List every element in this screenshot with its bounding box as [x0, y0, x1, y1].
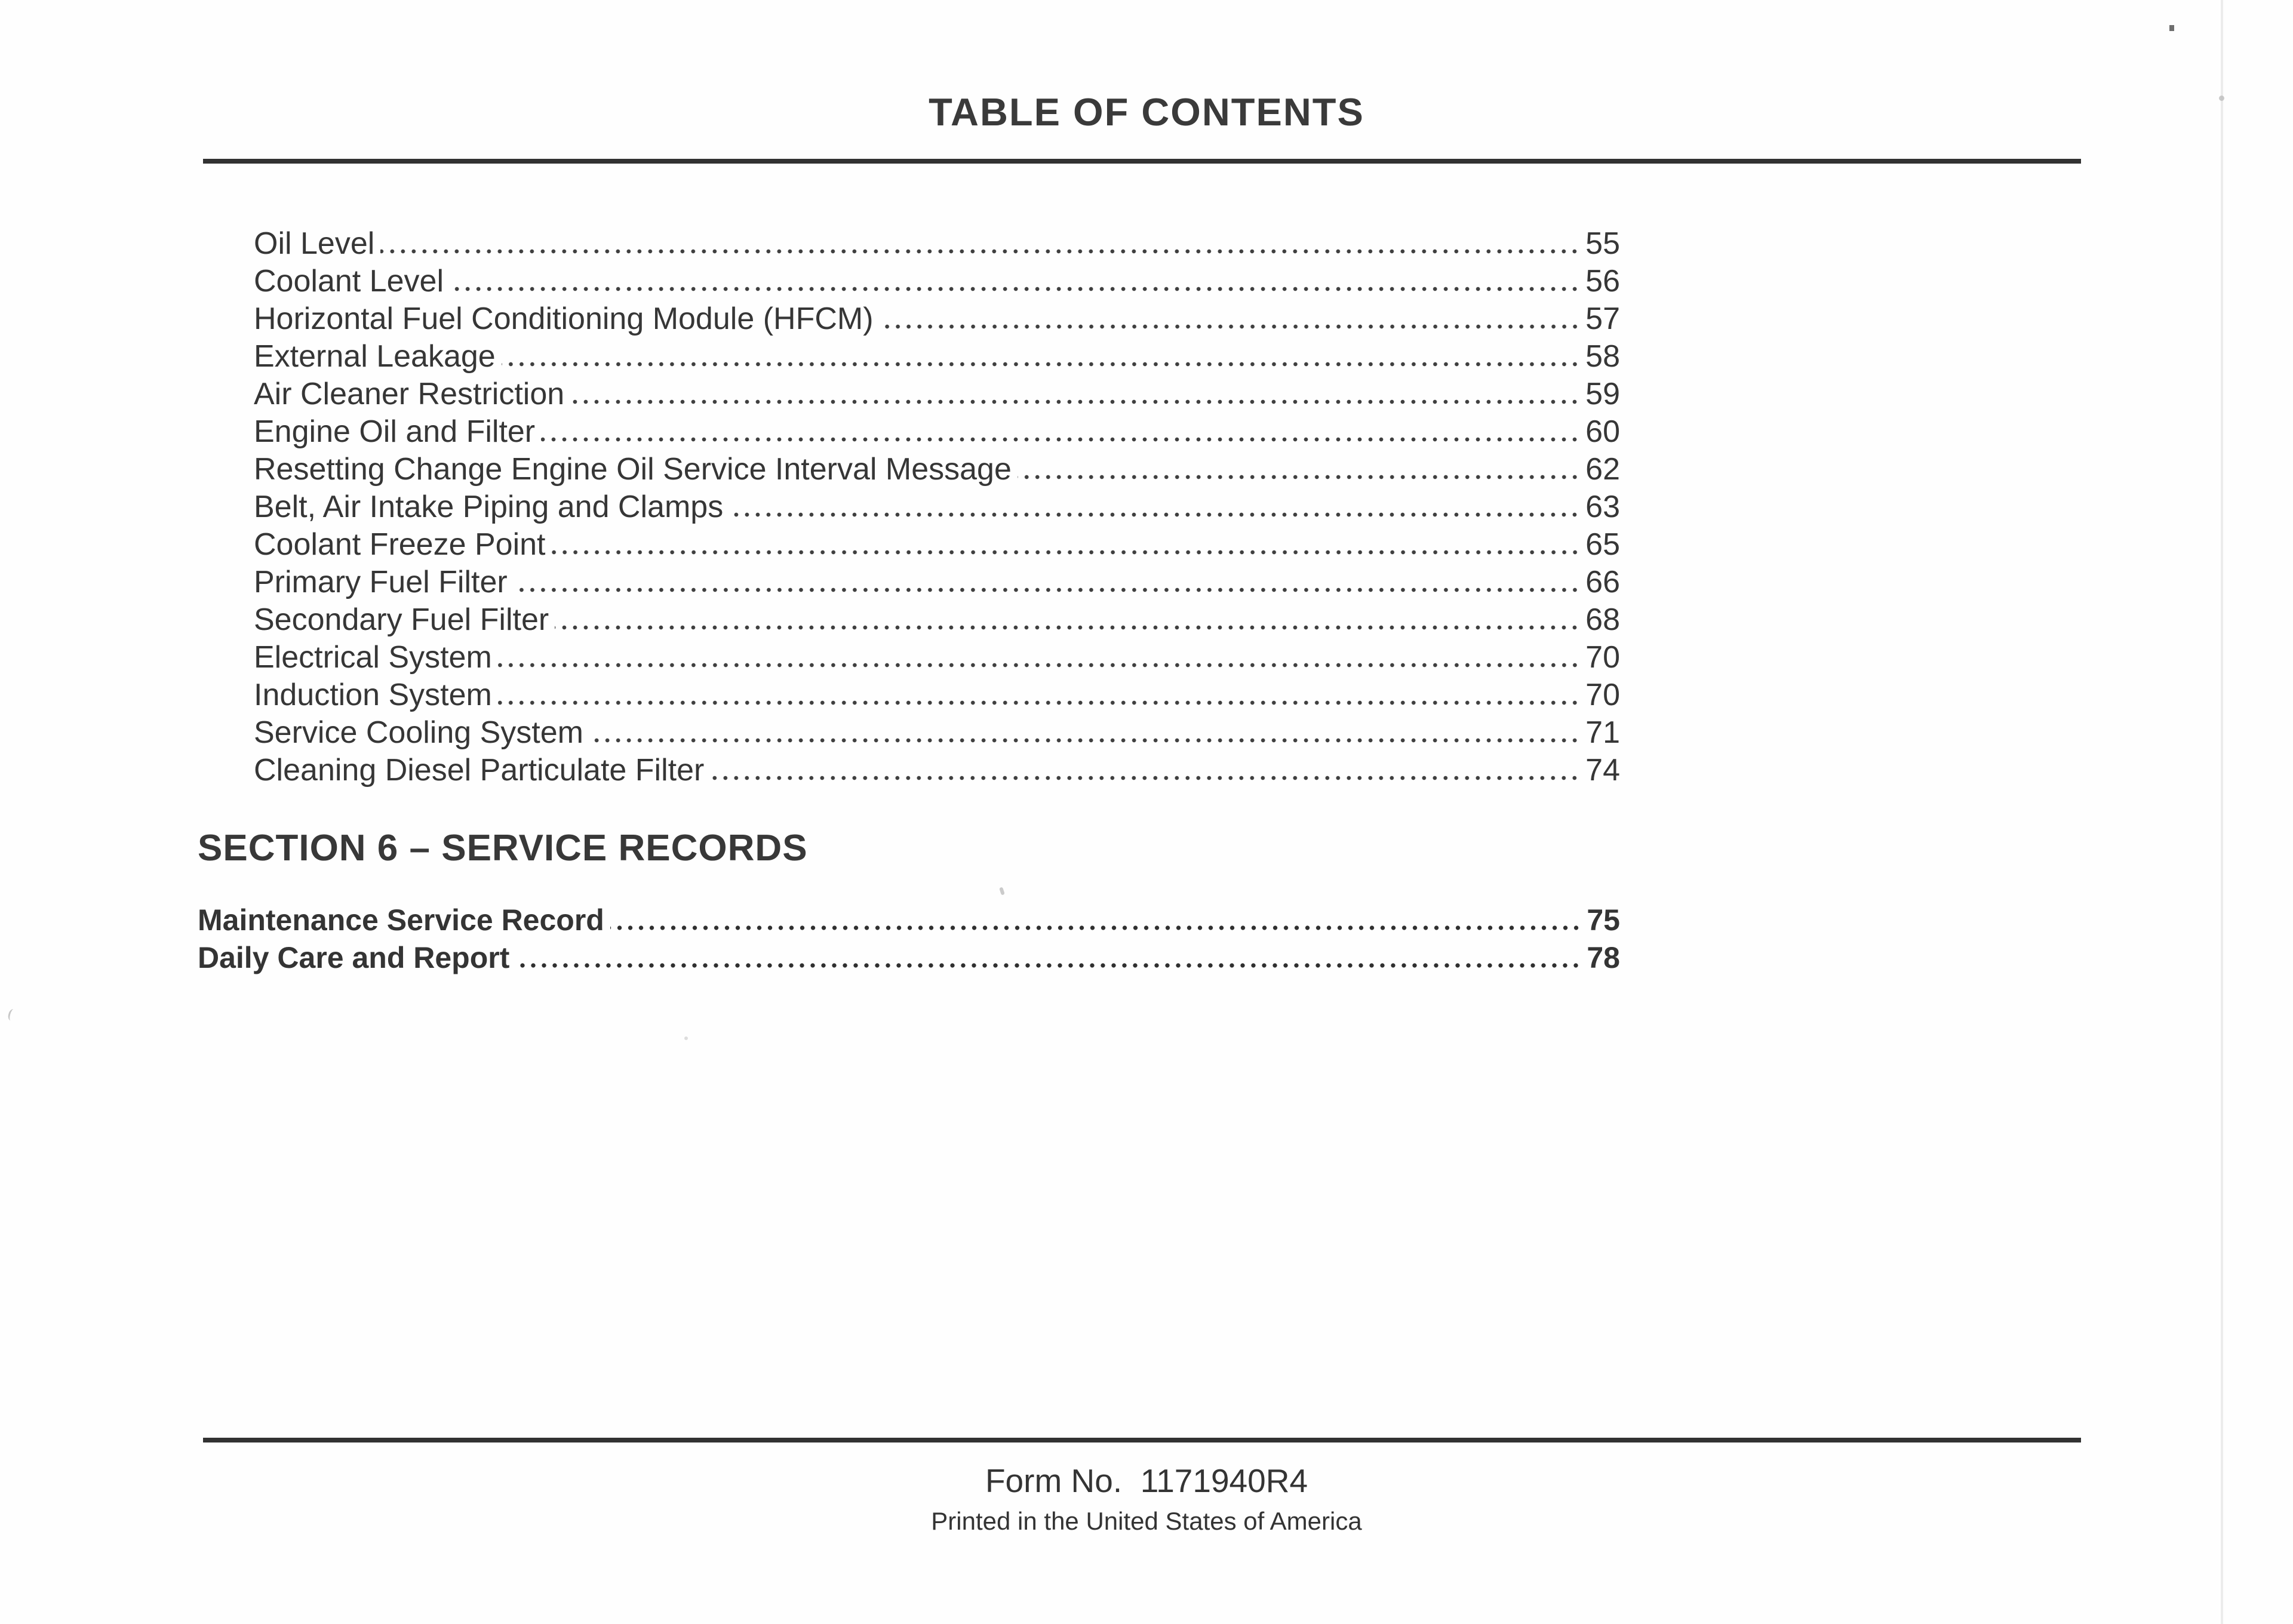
page-number: 56 [1585, 264, 1620, 299]
toc-entry-label: Belt, Air Intake Piping and Clamps [254, 490, 724, 524]
toc-entry-label: Resetting Change Engine Oil Service Interval Message [254, 452, 1012, 487]
page-title: TABLE OF CONTENTS [929, 90, 1364, 134]
dot-leader [555, 625, 1583, 630]
toc-entry [254, 301, 1620, 339]
toc-entry [254, 451, 1620, 489]
toc-entry-label: Electrical System [254, 640, 492, 675]
footer-form-number: Form No. 1171940R4 [985, 1462, 1308, 1499]
page-number: 62 [1585, 452, 1620, 487]
dot-leader [570, 399, 1583, 404]
page-number: 78 [1587, 941, 1620, 974]
dot-leader [729, 512, 1583, 517]
toc-entry [254, 527, 1620, 564]
section-heading: SECTION 6 – SERVICE RECORDS [198, 828, 808, 869]
toc-entry [254, 226, 1620, 263]
page-number: 75 [1587, 903, 1620, 937]
header-rule [203, 159, 2081, 164]
toc-entry [254, 489, 1620, 527]
dot-leader [710, 776, 1583, 780]
dot-leader [610, 925, 1585, 930]
dot-leader [1018, 475, 1583, 479]
scan-artifact [7, 1008, 18, 1022]
toc-entry-label: Horizontal Fuel Conditioning Module (HFCM) [254, 302, 874, 336]
toc-entry [254, 677, 1620, 715]
page-number: 66 [1585, 565, 1620, 599]
page-number: 57 [1585, 302, 1620, 336]
dot-leader [450, 287, 1583, 291]
toc-entry [254, 752, 1620, 790]
page-number: 63 [1585, 490, 1620, 524]
scan-edge-line [2221, 0, 2223, 1624]
toc-entry [254, 564, 1620, 602]
toc-entry-label: Coolant Level [254, 264, 444, 299]
dot-leader [514, 588, 1583, 592]
toc-entry [198, 903, 1620, 940]
page-number: 68 [1585, 602, 1620, 637]
toc-entry-label: Coolant Freeze Point [254, 527, 546, 562]
dot-leader [880, 324, 1584, 329]
dot-leader [589, 738, 1583, 743]
page-number: 58 [1585, 339, 1620, 374]
toc-entry-label: Air Cleaner Restriction [254, 377, 565, 411]
toc-entry-label: Secondary Fuel Filter [254, 602, 549, 637]
dot-leader [498, 663, 1583, 668]
scan-artifact [2169, 25, 2174, 31]
page-number: 71 [1585, 715, 1620, 750]
dot-leader [498, 700, 1583, 705]
scan-artifact [684, 1036, 688, 1040]
toc-entry-label: Induction System [254, 678, 492, 712]
page-number: 59 [1585, 377, 1620, 411]
dot-leader [552, 550, 1584, 555]
toc-entry-label: Oil Level [254, 226, 375, 261]
scan-artifact [999, 887, 1005, 895]
toc-entry [254, 414, 1620, 451]
dot-leader [541, 437, 1583, 442]
scan-artifact [2219, 96, 2224, 101]
toc-entry [254, 376, 1620, 414]
dot-leader [502, 362, 1583, 367]
page-number: 74 [1585, 753, 1620, 788]
toc-entry-label: External Leakage [254, 339, 496, 374]
toc-entry [254, 263, 1620, 301]
page-number: 70 [1585, 640, 1620, 675]
dot-leader [515, 963, 1584, 968]
toc-entry [198, 940, 1620, 978]
toc-entry [254, 602, 1620, 639]
page-number: 70 [1585, 678, 1620, 712]
toc-entry-label: Cleaning Diesel Particulate Filter [254, 753, 705, 788]
toc-entry [254, 339, 1620, 376]
footer-rule [203, 1438, 2081, 1442]
toc-entry-label: Engine Oil and Filter [254, 414, 536, 449]
page-number: 65 [1585, 527, 1620, 562]
toc-entry-label: Primary Fuel Filter [254, 565, 508, 599]
page-number: 55 [1585, 226, 1620, 261]
toc-entry-label: Daily Care and Report [198, 941, 510, 974]
toc-entry-label: Maintenance Service Record [198, 903, 604, 937]
dot-leader [380, 249, 1583, 254]
toc-entry [254, 715, 1620, 752]
toc-entry-label: Service Cooling System [254, 715, 583, 750]
toc-entry [254, 639, 1620, 677]
service-records-list [198, 903, 1620, 978]
footer-printed-in: Printed in the United States of America [931, 1507, 1362, 1535]
toc-list [254, 226, 1620, 790]
page-number: 60 [1585, 414, 1620, 449]
